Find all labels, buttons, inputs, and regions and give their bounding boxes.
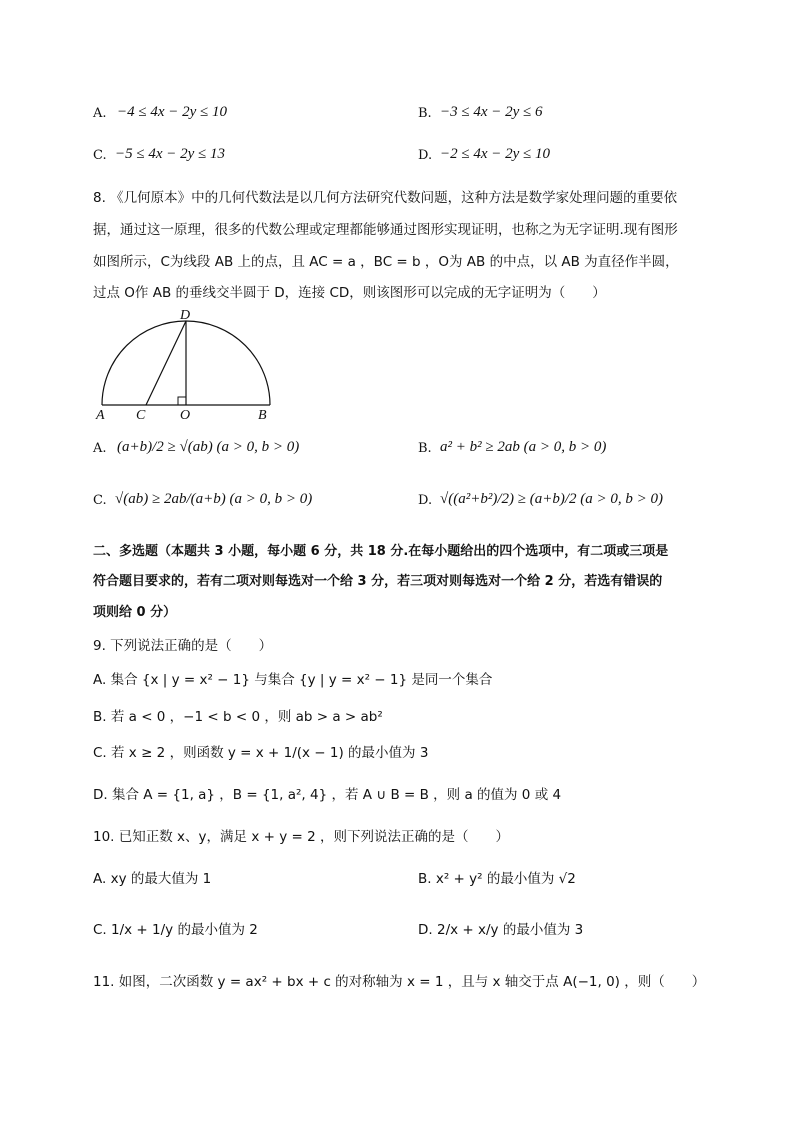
q8-stem-line4: 过点 O作 AB 的垂线交半圆于 D，连接 CD，则该图形可以完成的无字证明为（ ） [93,285,606,301]
semicircle-figure [92,305,282,423]
label-c: C [136,408,146,423]
q8-option-a: A. [93,441,107,456]
segment-cd [146,321,186,405]
q8-option-d: D. [418,493,433,508]
q8-option-c: C. [93,493,107,508]
label-o: O [180,408,191,423]
q10-option-d: D. 2/x + x/y 的最小值为 3 [418,922,584,938]
q7-option-d: D. [418,148,433,163]
q8-stem-line3: 如图所示，C为线段 AB 上的点，且 AC = a ，BC = b ，O为 AB 的中点，以 AB 为直径作半圆， [93,254,679,270]
q8-option-c-text: √(ab) ≥ 2ab/(a+b) (a > 0, b > 0) [115,491,313,507]
q7-option-a-text: −4 ≤ 4x − 2y ≤ 10 [117,104,228,120]
q7-option-c: C. [93,148,107,163]
q7-option-c-text: −5 ≤ 4x − 2y ≤ 13 [115,146,226,162]
label-a: A [96,408,105,423]
q7-option-b-text: −3 ≤ 4x − 2y ≤ 6 [440,104,543,120]
section2-title-line1: 二、多选题（本题共 3 小题，每小题 6 分，共 18 分.在每小题给出的四个选项中，有二项或三项是 [93,544,669,559]
q8-option-b: B. [418,441,432,456]
q10-option-b: B. x² + y² 的最小值为 √2 [418,871,576,887]
q8-option-d-text: √((a²+b²)/2) ≥ (a+b)/2 (a > 0, b > 0) [440,491,663,507]
q7-option-a: A. [93,106,107,121]
q9-option-a: A. 集合 {x | y = x² − 1} 与集合 {y | y = x² − 1} 是同一个集合 [93,672,493,688]
q10-stem: 10. 已知正数 x、y，满足 x + y = 2 ，则下列说法正确的是（ ） [93,829,509,845]
q9-option-b: B. 若 a < 0 ，−1 < b < 0 ，则 ab > a > ab² [93,709,383,725]
q8-option-a-text: (a+b)/2 ≥ √(ab) (a > 0, b > 0) [117,439,300,455]
section2-title-line3: 项则给 0 分） [93,605,177,620]
q8-stem-line1: 8. 《几何原本》中的几何代数法是以几何方法研究代数问题，这种方法是数学家处理问题的重要依 [93,190,678,206]
q7-option-d-text: −2 ≤ 4x − 2y ≤ 10 [440,146,551,162]
q9-stem: 9. 下列说法正确的是（ ） [93,638,273,654]
q8-stem-line2: 据，通过这一原理，很多的代数公理或定理都能够通过图形实现证明，也称之为无字证明.现有图形 [93,222,678,238]
section2-title-line2: 符合题目要求的，若有二项对则每选对一个给 3 分，若三项对则每选对一个给 2 分，若选有错误的 [93,574,663,589]
q10-option-c: C. 1/x + 1/y 的最小值为 2 [93,922,258,938]
q8-option-b-text: a² + b² ≥ 2ab (a > 0, b > 0) [440,439,607,455]
label-d: D [180,308,191,323]
q9-option-d: D. 集合 A = {1, a} ，B = {1, a², 4} ，若 A ∪ B = B ，则 a 的值为 0 或 4 [93,787,562,803]
right-angle-mark [178,397,186,405]
label-b: B [258,408,267,423]
q7-option-b: B. [418,106,432,121]
q9-option-c: C. 若 x ≥ 2 ，则函数 y = x + 1/(x − 1) 的最小值为 3 [93,745,429,761]
q10-option-a: A. xy 的最大值为 1 [93,871,212,887]
q11-stem: 11. 如图，二次函数 y = ax² + bx + c 的对称轴为 x = 1 ，且与 x 轴交于点 A(−1, 0) ，则（ ） [93,974,706,990]
